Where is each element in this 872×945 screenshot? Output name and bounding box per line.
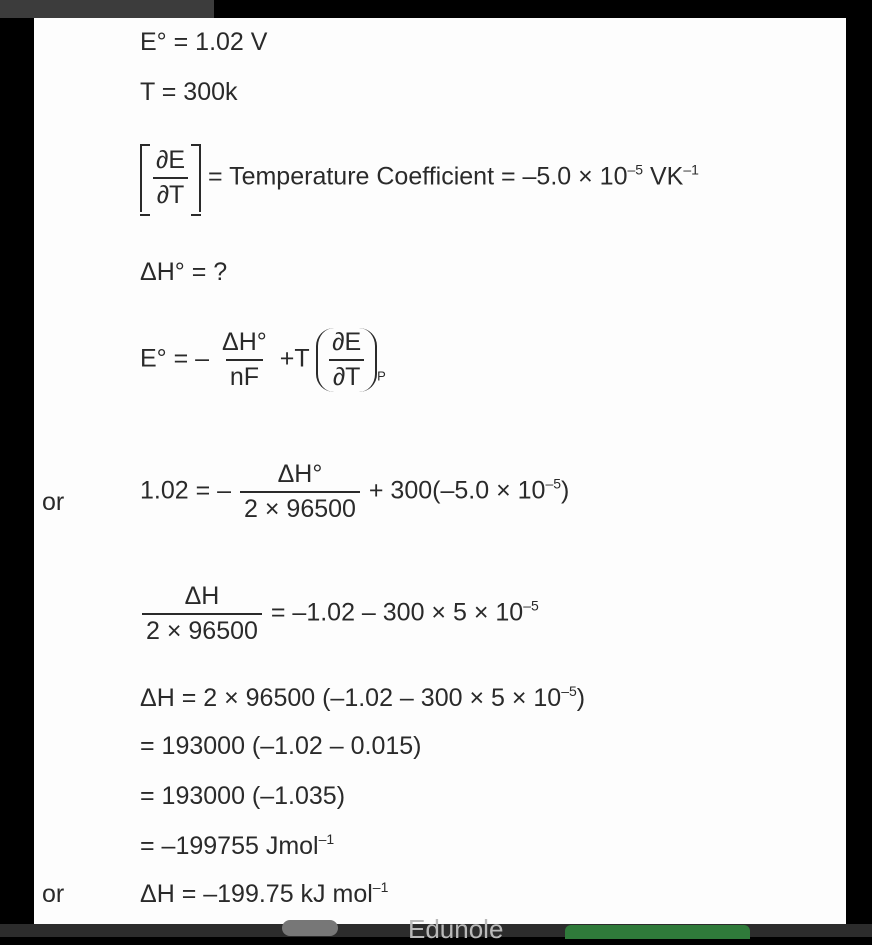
top-bar bbox=[0, 0, 872, 18]
or-label-2: or bbox=[42, 880, 65, 908]
top-tab bbox=[0, 0, 214, 18]
bracket-derivative bbox=[140, 144, 201, 212]
substituted-equation: 1.02 = – $\frac{\Delta H^\circ}{2 \times 96500}$ + $300(-5.0 \times 10^{-5})$ bbox=[140, 460, 570, 523]
brand-name: Edunole bbox=[408, 914, 504, 944]
solution-document bbox=[34, 18, 846, 924]
fraction-numerator: ∂E bbox=[156, 146, 186, 174]
step-one: = 193000 (–1.02 – 0.015) bbox=[140, 732, 422, 760]
given-e-standard: E° = 1.02 V bbox=[140, 28, 268, 56]
fraction-denominator: ∂T bbox=[153, 177, 189, 208]
coefficient-text: = Temperature Coefficient = –5.0 × 10 bbox=[207, 162, 628, 191]
rearranged-equation: $\frac{\Delta H}{2 \times 96500}$ = $-1.02 - 300 \times 5 \times 10^{-5}$ bbox=[140, 584, 539, 644]
given-temperature: T = 300k bbox=[140, 78, 238, 106]
gibbs-helmholtz-equation: E° = – $\frac{\Delta H^\circ}{nF}$ +T $\frac{\partial E}{\partial T}$ $_P$ bbox=[140, 328, 386, 391]
or-label: or bbox=[42, 488, 65, 516]
action-button[interactable] bbox=[565, 925, 750, 939]
unknown-enthalpy: ΔH° = ? bbox=[140, 258, 228, 286]
temperature-coefficient-line: $\frac{\partial E}{\partial T}$ = Temperature Coefficient = $-5.0 \times 10^{-5}$ $VK^{-1}$ bbox=[140, 144, 699, 212]
delta-h-expression: ΔH = 2 × 96500 $(-1.02 - 300 \times 5 \times 10^{-5})$ bbox=[140, 683, 586, 712]
result-kjmol: ΔH = –199.75 kJ mol$^{-1}$ bbox=[140, 879, 389, 908]
brand-logo-icon bbox=[282, 920, 338, 936]
result-jmol: = –199755 Jmol$^{-1}$ bbox=[140, 831, 335, 860]
bottom-bar bbox=[0, 914, 872, 944]
step-two: = 193000 (–1.035) bbox=[140, 782, 346, 810]
